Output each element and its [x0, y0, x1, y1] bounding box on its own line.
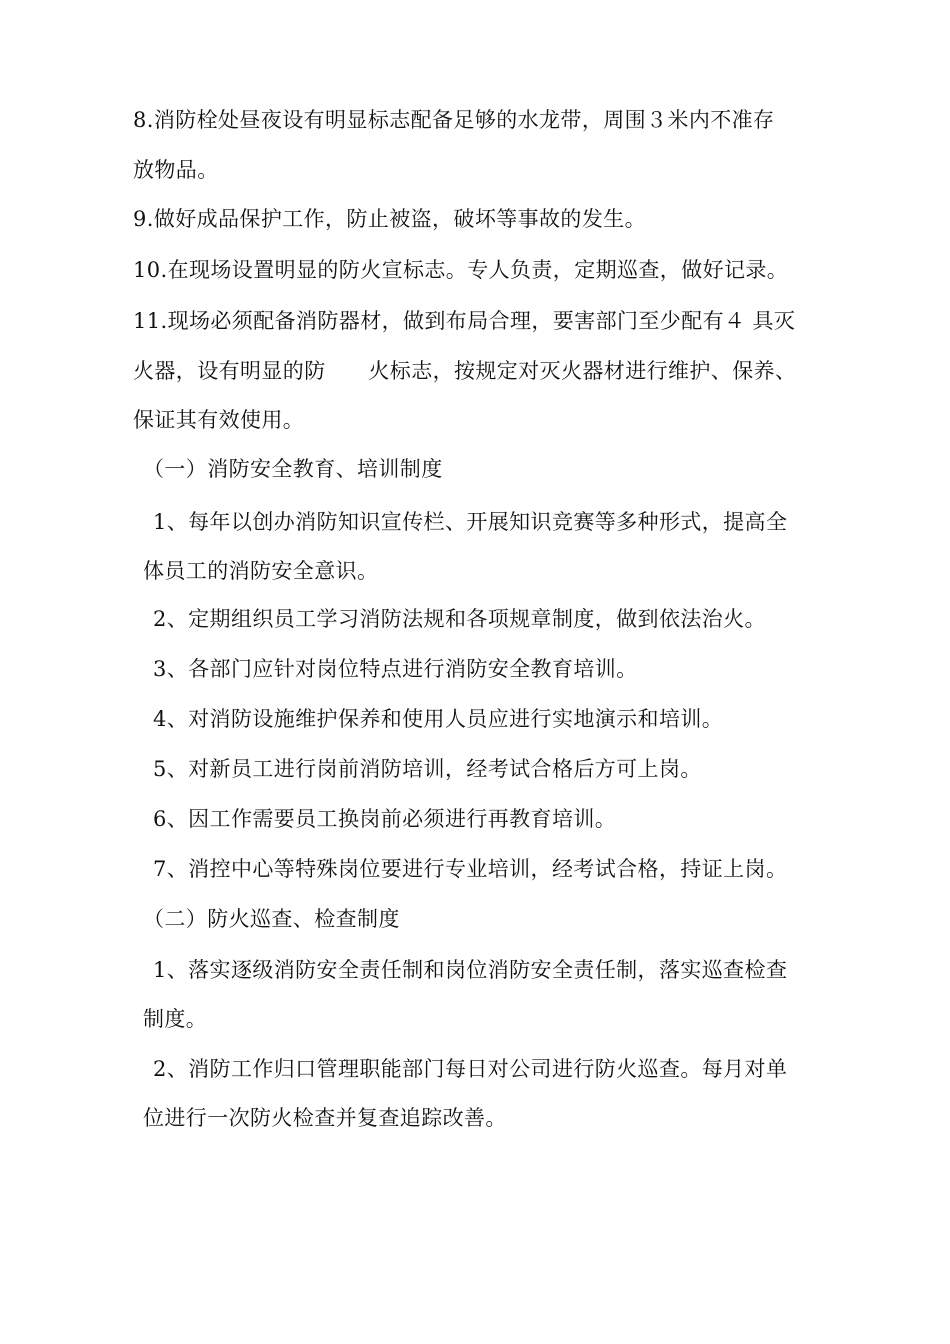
paragraph-line: 火器，设有明显的防 火标志，按规定对灭火器材进行维护、保养、	[133, 359, 797, 383]
list-item: 4、对消防设施维护保养和使用人员应进行实地演示和培训。	[153, 707, 724, 731]
list-item: 1、每年以创办消防知识宣传栏、开展知识竞赛等多种形式，提高全	[153, 510, 788, 534]
list-item: 5、对新员工进行岗前消防培训，经考试合格后方可上岗。	[153, 757, 702, 781]
paragraph-line: 8.消防栓处昼夜设有明显标志配备足够的水龙带，周围３米内不准存	[133, 108, 775, 132]
list-item: 6、因工作需要员工换岗前必须进行再教育培训。	[153, 807, 617, 831]
list-item-continuation: 制度。	[143, 1007, 208, 1031]
list-item-continuation: 位进行一次防火检查并复查追踪改善。	[143, 1106, 507, 1130]
paragraph-line: 9.做好成品保护工作，防止被盗，破坏等事故的发生。	[133, 207, 647, 231]
list-item-continuation: 体员工的消防安全意识。	[143, 559, 379, 583]
list-item: 2、消防工作归口管理职能部门每日对公司进行防火巡查。每月对单	[153, 1057, 788, 1081]
paragraph-line: 11.现场必须配备消防器材，做到布局合理，要害部门至少配有４ 具灭	[133, 309, 796, 333]
section-heading: （二）防火巡查、检查制度	[143, 907, 400, 931]
list-item: 7、消控中心等特殊岗位要进行专业培训，经考试合格，持证上岗。	[153, 857, 788, 881]
list-item: 1、落实逐级消防安全责任制和岗位消防安全责任制，落实巡查检查	[153, 958, 788, 982]
paragraph-line: 放物品。	[133, 158, 219, 182]
list-item: 2、定期组织员工学习消防法规和各项规章制度，做到依法治火。	[153, 607, 766, 631]
list-item: 3、各部门应针对岗位特点进行消防安全教育培训。	[153, 657, 638, 681]
paragraph-line: 保证其有效使用。	[133, 408, 305, 432]
paragraph-line: 10.在现场设置明显的防火宣标志。专人负责，定期巡查，做好记录。	[133, 258, 789, 282]
section-heading: （一）消防安全教育、培训制度	[143, 457, 443, 481]
